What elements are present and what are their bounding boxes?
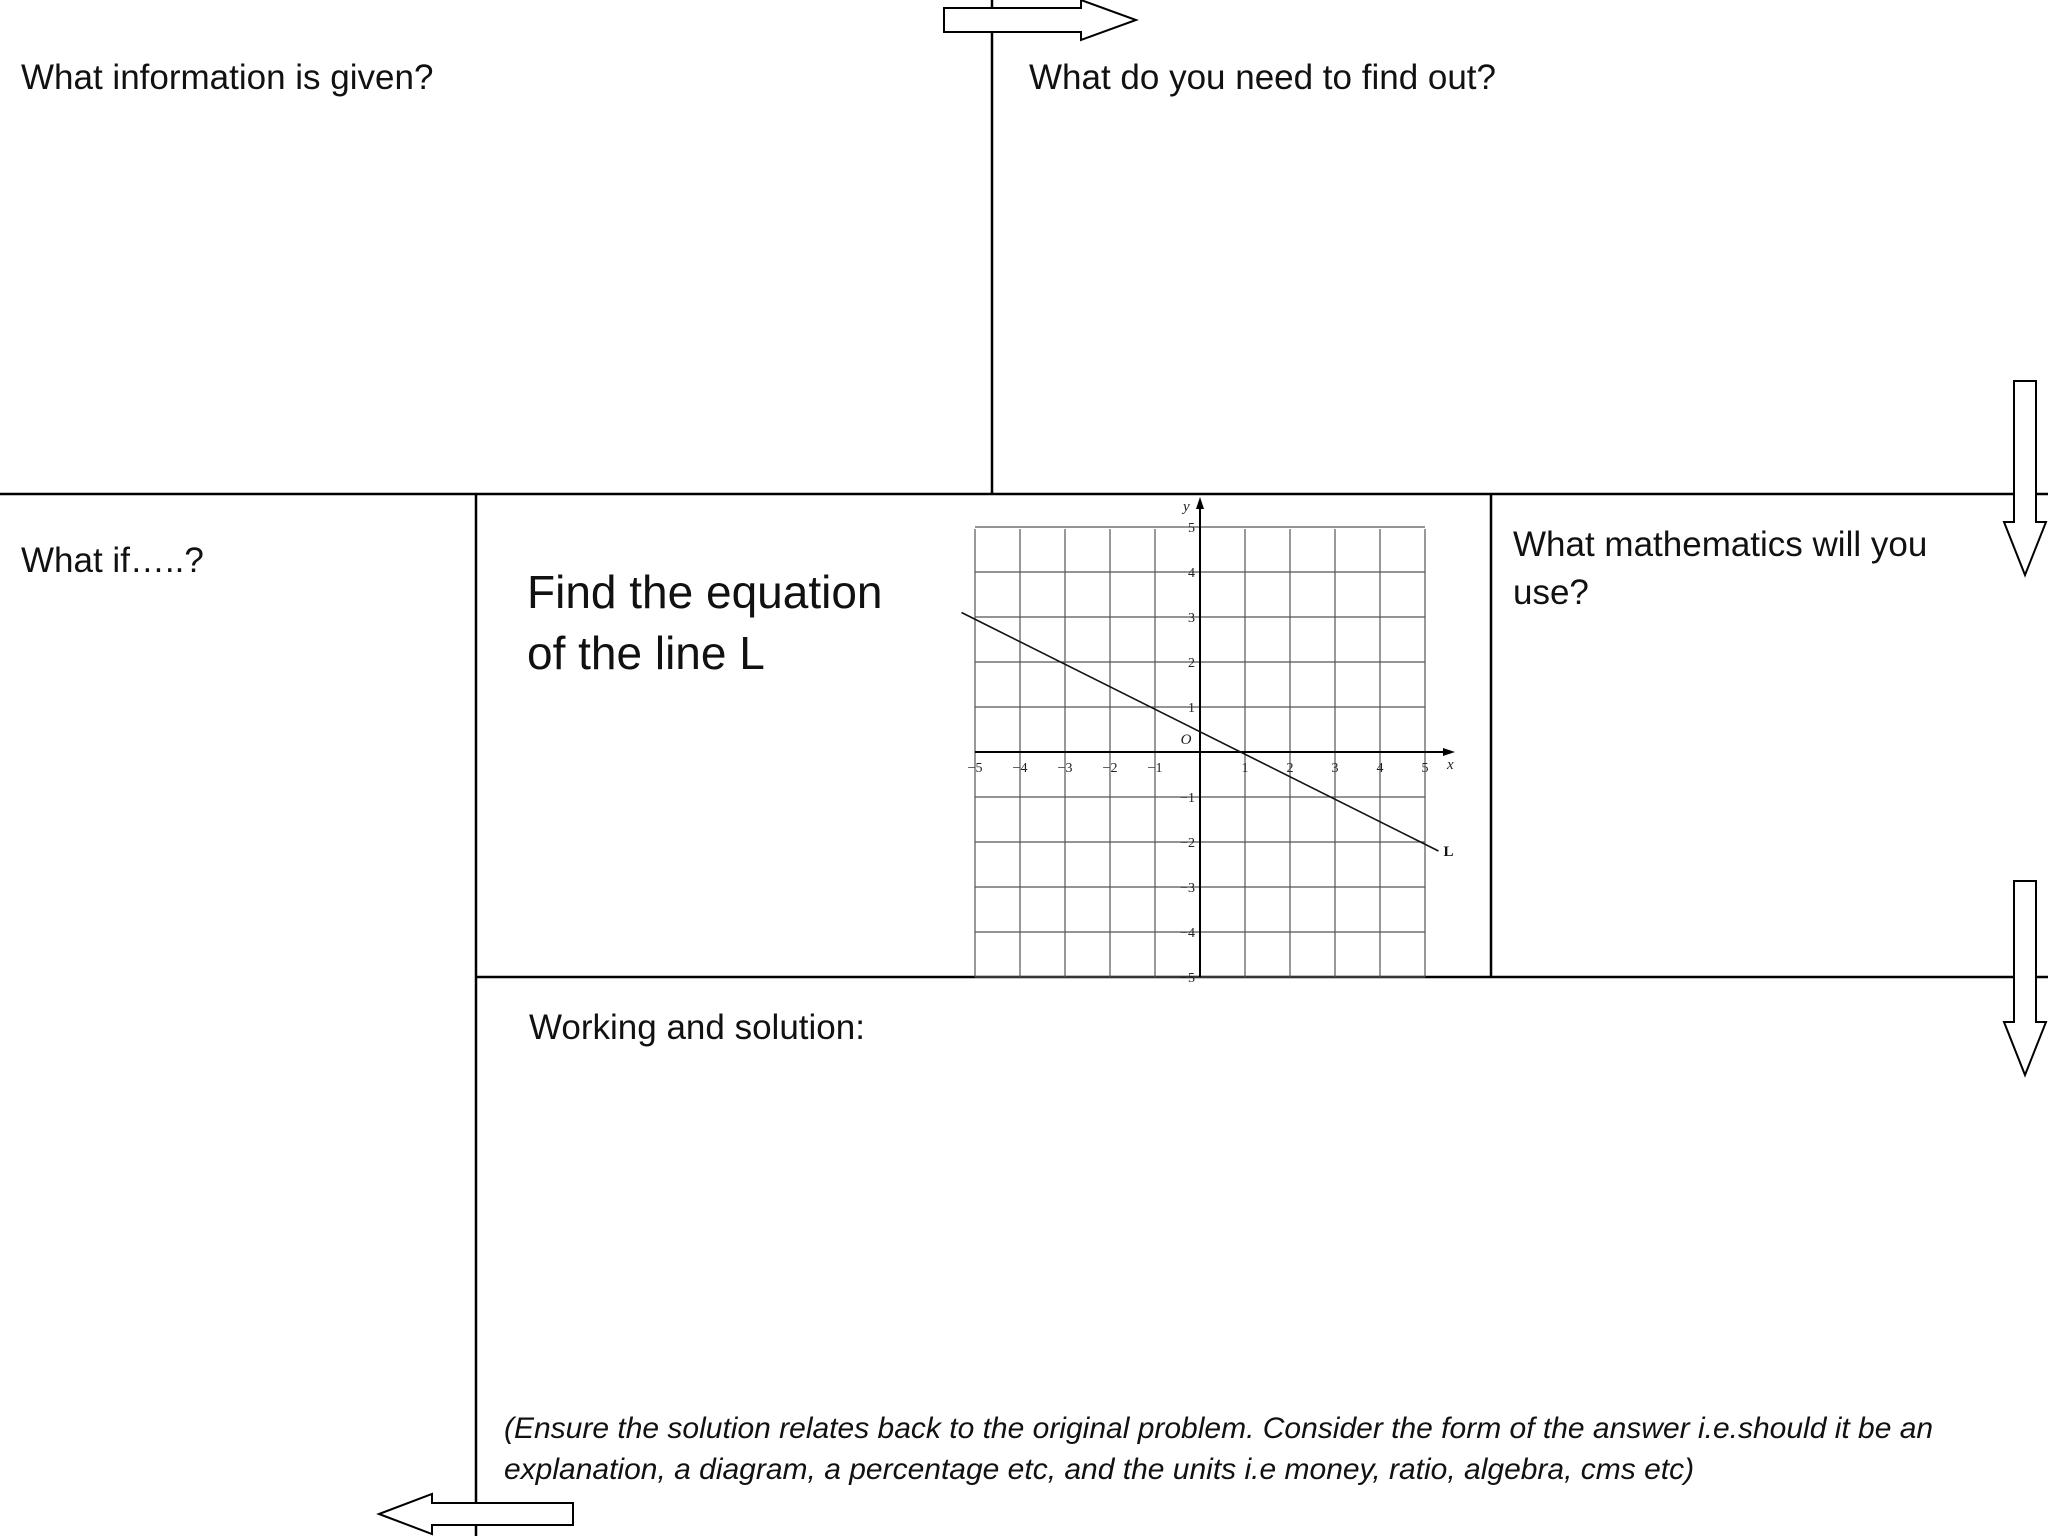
y-tick-label: −3: [1180, 881, 1195, 896]
y-axis-arrowhead: [1196, 497, 1204, 509]
problem-line2: of the line L: [527, 627, 765, 679]
x-tick-label: −4: [1012, 761, 1028, 776]
x-axis-label: x: [1447, 757, 1454, 773]
y-tick-label: −4: [1180, 926, 1195, 941]
find-out-label: What do you need to find out?: [1029, 58, 1496, 97]
working-label: Working and solution:: [529, 1008, 865, 1047]
x-tick-label: 4: [1376, 761, 1384, 776]
x-tick-label: 5: [1421, 761, 1429, 776]
x-tick-label: 1: [1241, 761, 1249, 776]
y-axis-label: y: [1183, 499, 1190, 515]
x-tick-label: 3: [1331, 761, 1339, 776]
y-tick-label: −1: [1180, 791, 1195, 806]
what-if-label: What if…..?: [21, 541, 204, 580]
y-tick-label: 2: [1188, 656, 1195, 671]
y-tick-label: 3: [1188, 611, 1195, 626]
arrow-right-icon: [944, 0, 1136, 40]
series-label-L: L: [1443, 844, 1454, 860]
origin-label: O: [1180, 732, 1192, 748]
y-tick-label: 1: [1188, 701, 1195, 716]
x-tick-label: −2: [1102, 761, 1118, 776]
problem-line1: Find the equation: [527, 566, 883, 618]
y-tick-label: 5: [1188, 521, 1195, 536]
x-tick-label: −1: [1147, 761, 1163, 776]
y-tick-label: −5: [1180, 971, 1195, 986]
x-tick-label: 2: [1286, 761, 1294, 776]
mathematics-label-line2: use?: [1513, 573, 1589, 612]
note-line2: explanation, a diagram, a percentage etc, and the units i.e money, ratio, algebra, cms etc): [504, 1453, 1695, 1486]
arrow-down-icon: [2004, 381, 2046, 575]
x-axis-arrowhead: [1443, 748, 1455, 756]
mathematics-label-line1: What mathematics will you: [1513, 525, 1928, 564]
x-tick-label: −5: [967, 761, 983, 776]
y-tick-label: −2: [1180, 836, 1195, 851]
x-tick-label: −3: [1057, 761, 1073, 776]
coordinate-grid-chart: [962, 497, 1456, 986]
note-line1: (Ensure the solution relates back to the original problem. Consider the form of the answer i.e.should it be an: [504, 1412, 1934, 1445]
given-label: What information is given?: [21, 58, 434, 97]
y-tick-label: 4: [1188, 566, 1195, 581]
